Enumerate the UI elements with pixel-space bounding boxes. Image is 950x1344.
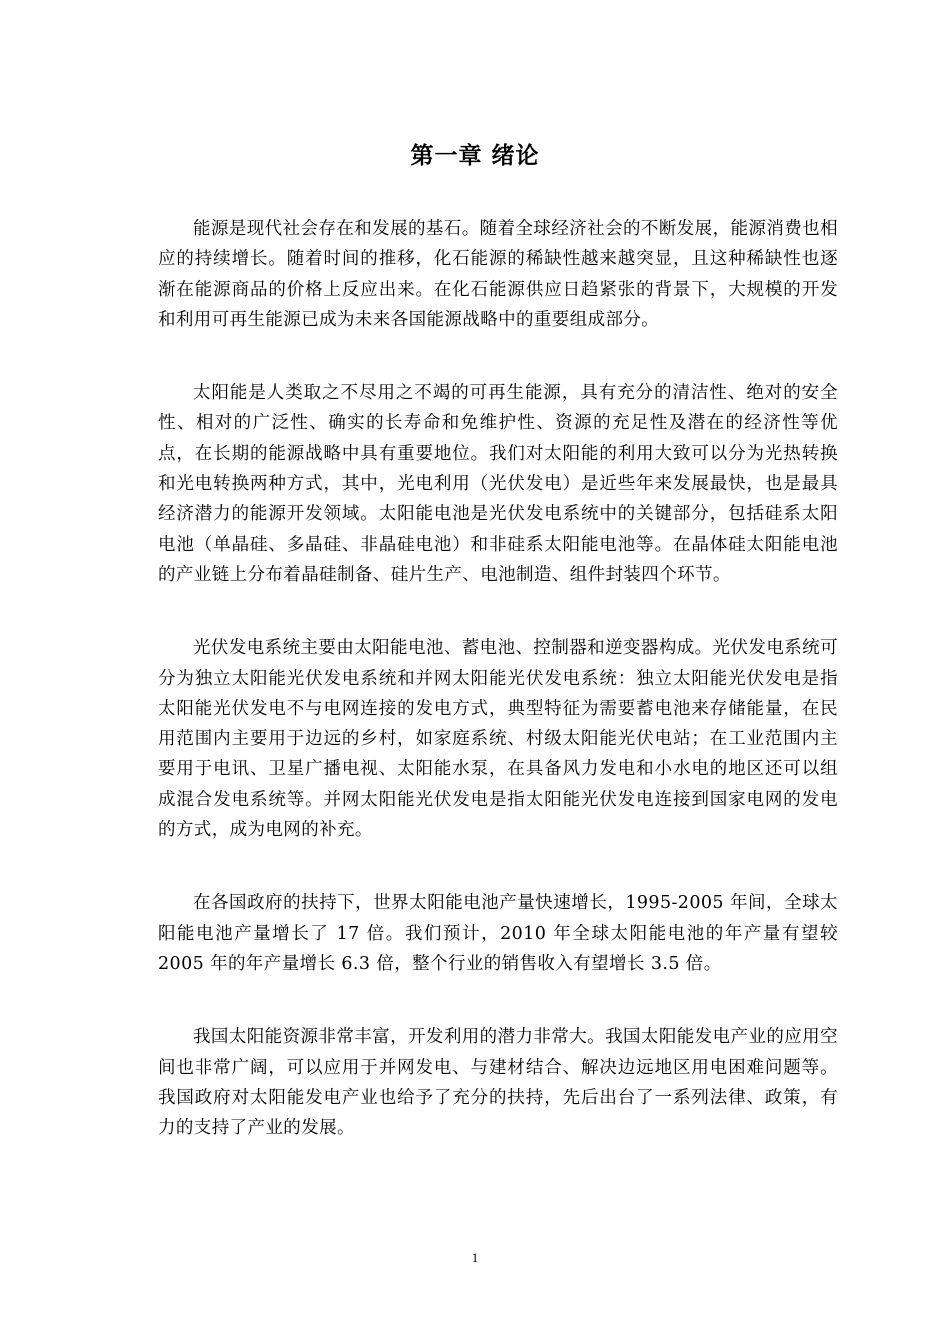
body-text	[158, 214, 838, 1186]
page-number: 1	[471, 1250, 479, 1265]
paragraph-5: 我国太阳能资源非常丰富，开发利用的潜力非常大。我国太阳能发电产业的应用空间也非常广阔，可以应用于并网发电、与建材结合、解决边远地区用电困难问题等。我国政府对太阳能发电产业也给予了充分的扶持，先后出台了一系列法律、政策，有力的支持了产业的发展。	[158, 1027, 838, 1139]
paragraph-1: 能源是现代社会存在和发展的基石。随着全球经济社会的不断发展，能源消费也相应的持续增长。随着时间的推移，化石能源的稀缺性越来越突显，且这种稀缺性也逐渐在能源商品的价格上反应出来。在化石能源供应日趋紧张的背景下，大规模的开发和利用可再生能源已成为未来各国能源战略中的重要组成部分。	[158, 219, 838, 330]
paragraph-4: 在各国政府的扶持下，世界太阳能电池产量快速增长，1995-2005 年间，全球太阳能电池产量增长了 17 倍。我们预计，2010 年全球太阳能电池的年产量有望较 2005 年的年产量增长 6.3 倍，整个行业的销售收入有望增长 3.5 倍。	[158, 893, 838, 974]
chapter-title: 第一章 绪论	[410, 143, 540, 169]
paragraph-3: 光伏发电系统主要由太阳能电池、蓄电池、控制器和逆变器构成。光伏发电系统可分为独立太阳能光伏发电系统和并网太阳能光伏发电系统：独立太阳能光伏发电是指太阳能光伏发电不与电网连接的发电方式，典型特征为需要蓄电池来存储能量，在民用范围内主要用于边远的乡村，如家庭系统、村级太阳能光伏电站；在工业范围内主要用于电讯、卫星广播电视、太阳能水泵，在具备风力发电和小水电的地区还可以组成混合发电系统等。并网太阳能光伏发电是指太阳能光伏发电连接到国家电网的发电的方式，成为电网的补充。	[158, 638, 838, 841]
paragraph-2: 太阳能是人类取之不尽用之不竭的可再生能源，具有充分的清洁性、绝对的安全性、相对的广泛性、确实的长寿命和免维护性、资源的充足性及潜在的经济性等优点，在长期的能源战略中具有重要地位。我们对太阳能的利用大致可以分为光热转换和光电转换两种方式，其中，光电利用（光伏发电）是近些年来发展最快，也是最具经济潜力的能源开发领域。太阳能电池是光伏发电系统中的关键部分，包括硅系太阳电池（单晶硅、多晶硅、非晶硅电池）和非硅系太阳能电池等。在晶体硅太阳能电池的产业链上分布着晶硅制备、硅片生产、电池制造、组件封装四个环节。	[158, 383, 838, 585]
